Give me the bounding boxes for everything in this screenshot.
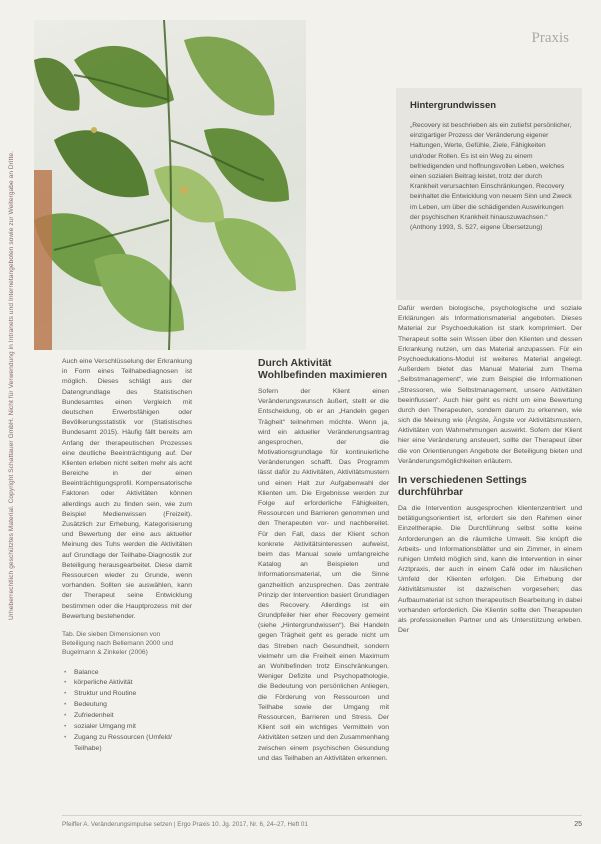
section-rubric: Praxis bbox=[531, 30, 569, 46]
list-item: • Balance bbox=[62, 668, 192, 679]
side-copyright-note bbox=[8, 60, 24, 620]
column-2 bbox=[258, 358, 389, 764]
info-box-background-knowledge bbox=[396, 88, 582, 300]
info-box-text: „Recovery ist beschrieben als ein zutiefst persönlicher, einzigartiger Prozess der Veränderung eigener Haltungen, Werte, Gefühle, Ziele, Fähigkeiten und/oder Rollen. Es ist ein Weg zu einem befriedigenden und hoffnungsvollen Leben, welches einen sozialen Beitrag leistet, trotz der durch Krankheit verursachten Einschränkungen. Recovery beinhaltet die Entwicklung von neuem Sinn und Zweck im Leben, um über die schädigenden Auswirkungen der psychischen Krankheit hinauszuwachsen.“ (Anthony 1993, S. 527, eigene Übersetzung) bbox=[410, 122, 572, 231]
plant-leaves-image bbox=[34, 20, 306, 350]
footer-divider bbox=[62, 815, 582, 816]
side-copyright-text: Urheberrechtlich geschütztes Material. Copyright Schattauer GmbH. Nicht für Verwendung in Intranets und Internetangeboten sowie zur Weitergabe an Dritte. bbox=[8, 151, 15, 620]
list-item: • körperliche Aktivität bbox=[62, 678, 192, 689]
section-heading-wellbeing: Durch Aktivität Wohlbefinden maximieren bbox=[258, 358, 388, 382]
info-box-title: Hintergrundwissen bbox=[410, 100, 497, 111]
list-item: • Zufriedenheit bbox=[62, 711, 192, 722]
column-3-text-2: Da die Intervention ausgesprochen klientenzentriert und betätigungsorientiert ist, erfordert sie den Rahmen einer Einzeltherapie. Die Durchführung selbst sollte keine Anforderungen an die räumliche Umwelt. Sie knüpft die Arbeits- und Informationsblätter und ein Zimmer, in einem ruhigen Umfeld möglich sind, kann die Intervention in einer Arztpraxis, der auch in einem Café oder im häuslichen Umfeld der Klienten erfolgen. Die Erhebung der Aktivitätsmuster ist dazwischen vorgesehen; das Aufbaumaterial ist schon therapeutisch Bearbeitung in dabei vorhanden erforderlich. Die Klientin sollte den Therapeuten als professionellen Partner und als Unterstützung erleben. Der bbox=[398, 504, 582, 635]
section-heading-settings: In verschiedenen Settings durchführbar bbox=[398, 475, 527, 499]
list-item: • Bedeutung bbox=[62, 700, 192, 711]
page-number: 25 bbox=[574, 821, 582, 828]
plant-photo bbox=[34, 20, 306, 350]
column-2-text: Sofern der Klient einen Veränderungswunsch äußert, stellt er die Entscheidung, ob er an „Handeln gegen Trägheit“ teilnehmen möchte. Wenn ja, wird ein aktueller Veränderungsantrag angesprochen, der die Motivationsgrundlage für kontinuierliche Veränderungen schafft. Das Programm lässt dafür zu Aktivitäten, Aktivitätsmustern und einen Halt zur Aufgabenwahl der Klienten um. Die Ergebnisse werden zur Folge auf erforderliche Fähigkeiten, Ressourcen und Barrieren genommen und den Therapeuten vor- und nachbereitet. Für den Fall, dass der Klient schon konkrete Aktivitätsinteressen aufweist, beim das Manual sowie umfangreiche Katalog an Beispielen und Informationsmaterial, um die Sinne ganzheitlich anzusprechen. Das zentrale Prinzip der Intervention basiert Grundlagen des Recovery. Allerdings ist ein Grundpfeiler hier eher Recovery gemeint (siehe „Hintergrundwissen“). Bei Handeln gegen Trägheit geht es gerade nicht um das Streben nach Gesundheit, sondern vielmehr um die Freiheit einen Maximum an Wohlbefinden trotz Einschränkungen. Weniger Defizite und Psychopathologie, die Bedeutung von persönlichen Anliegen, die Förderung von Ressourcen und Teilhabe sowie der Umgang mit Ressourcen, Barrieren und Stress. Der Klient soll ein wichtiges Vermitteln von Aktivitäten setzen und den Zusammenhang zwischen einem psychischen Gesundung und das Teilhaben an Aktivitäten erkennen. bbox=[258, 387, 389, 762]
page-footer bbox=[62, 821, 582, 831]
list-item: • Zugang zu Ressourcen (Umfeld/ Teilhabe) bbox=[62, 733, 192, 755]
column-1-text: Auch eine Verschlüsselung der Erkrankung in Form eines Teilhabediagnosen ist möglich. Dieses schlägt aus der Datengrundlage des Statistischen Bundesamtes einen Vergleich mit deutschen Erwerbsfähigen oder Bevölkerungsstatistik vor (Statistisches Bundesamt 2015). Häufig fällt bereits am Anfang der therapeutischen Prozesses eine deutliche Beeinträchtigung auf. Der Klienten erleben nicht selten mehr als acht Bereiche in der einen Beeinträchtigungsprofil. Kompensatorische Faktoren oder Aktivitäten können allerdings auch zu finden sein, wie zum Beispiel Medienwissen (Freizeit). Zusätzlich zur Erhebung, Kategorisierung und Bewertung der eine aus aktueller Meinung des Tuhs werden die Aktivitäten auf Grundlage der Teilhabe-Diagnostik zur Beteiligung herausgearbeitet. Diese damit Ressourcen wieder zu Grunde, wenn vorhanden. Sollten sie auswählen, kann der Therapeut seine Entwicklung bestimmen oder die Hauptprozess mit der Bewertung bestehender. bbox=[62, 358, 192, 620]
list-item: • sozialer Umgang mit bbox=[62, 722, 192, 733]
list-item: • Struktur und Routine bbox=[62, 689, 192, 700]
footer-citation: Pfeiffer A. Veränderungsimpulse setzen | Ergo Praxis 10. Jg. 2017, Nr. 6, 24–27, Heft 01 bbox=[62, 821, 308, 828]
column-3-text-1: Dafür werden biologische, psychologische und soziale Erklärungen als Informationsmaterial angeboten. Dieses Material zur Psychoedukation ist stark komprimiert. Der Therapeut sollte sein Wissen über den Klienten und dessen Erkrankung nutzen, um das Material anzupassen. Für ein Psychoedukations-Modul ist weiteres Material angelegt. Außerdem bietet das Manual Material zum Thema „Selbstmanagement“, wie zum Beispiel die Informationen „Stressoren, wie Selbstmanagement, unsere Aktivitäten beeinflussen“. Auch hier geht es nicht um eine Bewertung durch den Therapeuten, sondern darum zu erkennen, wie sich die Meinung wie (Ängste, Ängste vor Aktivitätsmustern, Aktivitäten von Wahrnehmungen auswirkt. Sofern der Klient hier eine Veränderung ansteuert, sollte der Therapeut über die von Orientierungen Angebote der Beteiligung bieten und Veränderungsmöglichkeiten erläutern. bbox=[398, 305, 582, 465]
dimensions-list bbox=[62, 668, 192, 755]
dimensions-table-caption: Tab. Die sieben Dimensionen von Beteiligung nach Bellemann 2000 und Bugelmann & Zinkeler (2006) bbox=[62, 630, 174, 657]
column-1 bbox=[62, 357, 192, 755]
column-3 bbox=[398, 304, 582, 636]
